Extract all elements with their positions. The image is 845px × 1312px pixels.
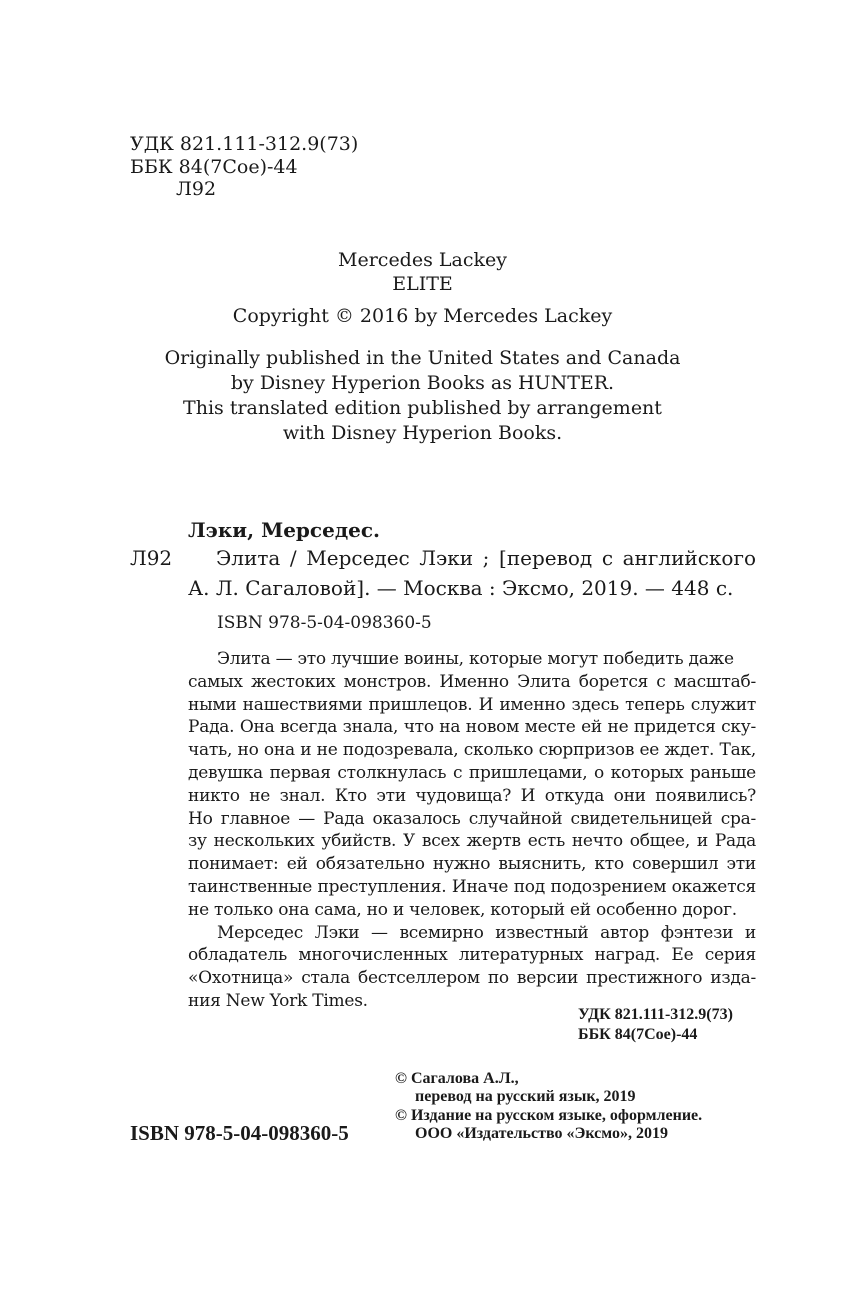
annotation-line: самых жестоких монстров. Именно Элита борется с масштаб- (188, 671, 756, 692)
annotation-line: зу нескольких убийств. У всех жертв есть нечто общее, и Рада (188, 831, 756, 852)
catalog-isbn: ISBN 978-5-04-098360-5 (217, 613, 432, 633)
annotation-line: Элита — это лучшие воины, которые могут победить даже (217, 649, 734, 669)
footer-bbk: ББК 84(7Сое)-44 (578, 1026, 698, 1043)
catalog-entry-line: А. Л. Сагаловой]. — Москва : Эксмо, 2019. — 448 с. (188, 576, 734, 600)
annotation-line: понимает: ей обязательно нужно выяснить, кто совершил эти (188, 854, 756, 875)
annotation-line: чать, но она и не подозревала, сколько сюрпризов ее ждет. Так, (188, 740, 756, 761)
annotation-line: девушка первая столкнулась с пришлецами, о которых раньше (188, 762, 756, 783)
annotation-line: никто не знал. Кто эти чудовища? И откуда они появились? (188, 785, 756, 806)
annotation (188, 648, 756, 1013)
catalog-mark: Л92 (130, 546, 173, 570)
annotation-line: ния New York Times. (188, 990, 368, 1011)
annotation-line: Мерседес Лэки — всемирно известный автор фэнтези и (217, 922, 756, 943)
catalog-entry-line: Элита / Мерседес Лэки ; [перевод с английского (216, 546, 756, 570)
publication-line: with Disney Hyperion Books. (282, 422, 563, 444)
annotation-line: таинственные преступления. Иначе под подозрением окажется (188, 876, 756, 897)
udk-code: УДК 821.111-312.9(73) (130, 133, 359, 155)
annotation-line: Но главное — Рада оказалось случайной свидетельницей сра- (188, 808, 756, 829)
annotation-line: не только она сама, но и человек, который ей особенно дорог. (188, 899, 737, 920)
footer-isbn: ISBN 978-5-04-098360-5 (130, 1121, 349, 1145)
annotation-line: обладатель многочисленных литературных наград. Ее серия (188, 945, 756, 966)
footer-udk: УДК 821.111-312.9(73) (578, 1006, 733, 1023)
footer-copyright-line: перевод на русский язык, 2019 (415, 1088, 636, 1105)
publication-line: by Disney Hyperion Books as HUNTER. (230, 372, 615, 394)
original-author: Mercedes Lackey (338, 249, 507, 271)
annotation-line: «Охотница» стала бестселлером по версии престижного изда- (188, 968, 756, 989)
catalog-heading: Лэки, Мерседес. (188, 518, 381, 542)
original-title: ELITE (392, 273, 453, 295)
publication-line: Originally published in the United States and Canada (164, 347, 681, 369)
copyright-line: Copyright © 2016 by Mercedes Lackey (232, 305, 613, 327)
footer-copyright-line: © Издание на русском языке, оформление. (395, 1107, 703, 1124)
author-mark: Л92 (176, 178, 217, 200)
publication-line: This translated edition published by arrangement (183, 397, 662, 419)
annotation-line: Рада. Она всегда знала, что на новом месте ей не придется ску- (188, 717, 756, 738)
bbk-code: ББК 84(7Сое)-44 (130, 156, 298, 178)
footer-copyright-line: ООО «Издательство «Эксмо», 2019 (415, 1125, 668, 1142)
annotation-line: ными нашествиями пришлецов. И именно здесь теперь служит (188, 694, 756, 715)
footer-copyright-line: © Сагалова А.Л., (395, 1070, 519, 1087)
